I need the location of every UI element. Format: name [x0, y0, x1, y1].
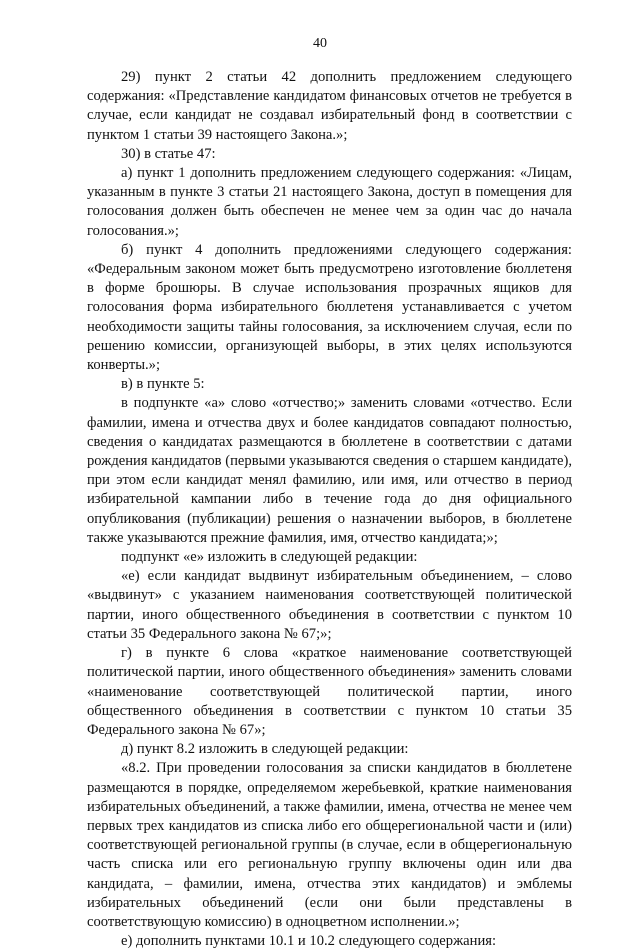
paragraph: «е) если кандидат выдвинут избирательным объединением, – слово «выдвинут» с указанием наименования соответствующей политической партии, иного общественного объединения в соответствии с пунктом 10 статьи 35 Федерального закона № 67;»; — [87, 568, 572, 642]
paragraph: г) в пункте 6 слова «краткое наименование соответствующей политической партии, иного общественного объединения» заменить словами «наименование соответствующей политической партии, иного общественного объединения в соответствии с пунктом 10 статьи 35 Федерального закона № 67»; — [87, 645, 572, 738]
paragraph: 30) в статье 47: — [121, 145, 216, 162]
paragraph: б) пункт 4 дополнить предложениями следующего содержания: «Федеральным законом может быть предусмотрено изготовление бюллетеня в форме брошюры. В случае использования прозрачных ящиков для голосования форма избирательного бюллетеня устанавливается с учетом необходимости защиты тайны голосования, за исключением случая, если по решению комиссии, организующей выборы, в этих целях используются конверты.»; — [87, 241, 572, 374]
paragraph: д) пункт 8.2 изложить в следующей редакции: — [121, 741, 409, 758]
paragraph: в подпункте «а» слово «отчество;» заменить словами «отчество. Если фамилии, имена и отчества двух и более кандидатов совпадают полностью, сведения о кандидатах размещаются в бюллетене в соответствии с датами рождения кандидатов (первыми указываются сведения о старшем кандидате), при этом если кандидат менял фамилию, или имя, или отчество в период избирательной кампании либо в течение года до дня официального опубликования (публикации) решения о назначении выборов, в бюллетене также указываются прежние фамилия, имя, отчество кандидата;»; — [87, 395, 572, 546]
document-body — [87, 68, 572, 951]
paragraph: в) в пункте 5: — [121, 376, 205, 393]
paragraph: е) дополнить пунктами 10.1 и 10.2 следующего содержания: — [121, 933, 497, 950]
page-number: 40 — [313, 36, 327, 51]
paragraph: 29) пункт 2 статьи 42 дополнить предложением следующего содержания: «Представление кандидатом финансовых отчетов не требуется в случае, если кандидат не создавал избирательный фонд в соответствии с пунктом 1 статьи 39 настоящего Закона.»; — [87, 69, 572, 143]
paragraph: подпункт «е» изложить в следующей редакции: — [121, 549, 418, 566]
paragraph: а) пункт 1 дополнить предложением следующего содержания: «Лицам, указанным в пункте 3 статьи 21 настоящего Закона, доступ в помещения для голосования должен быть обеспечен не менее чем за один час до начала голосования.»; — [87, 165, 572, 239]
paragraph: «8.2. При проведении голосования за списки кандидатов в бюллетене размещаются в порядке, определяемом жеребьевкой, краткие наименования избирательных объединений, а также фамилии, имена, отчества не менее чем первых трех кандидатов из списка либо его общерегиональной части и (или) соответствующей региональной группы (в случае, если в общерегиональную часть списка или его региональную группу включены один или два кандидата, – фамилии, имена, отчества этих кандидатов) и эмблемы избирательных объединений (если они были представлены в соответствующую комиссию) в одноцветном исполнении.»; — [87, 760, 572, 930]
